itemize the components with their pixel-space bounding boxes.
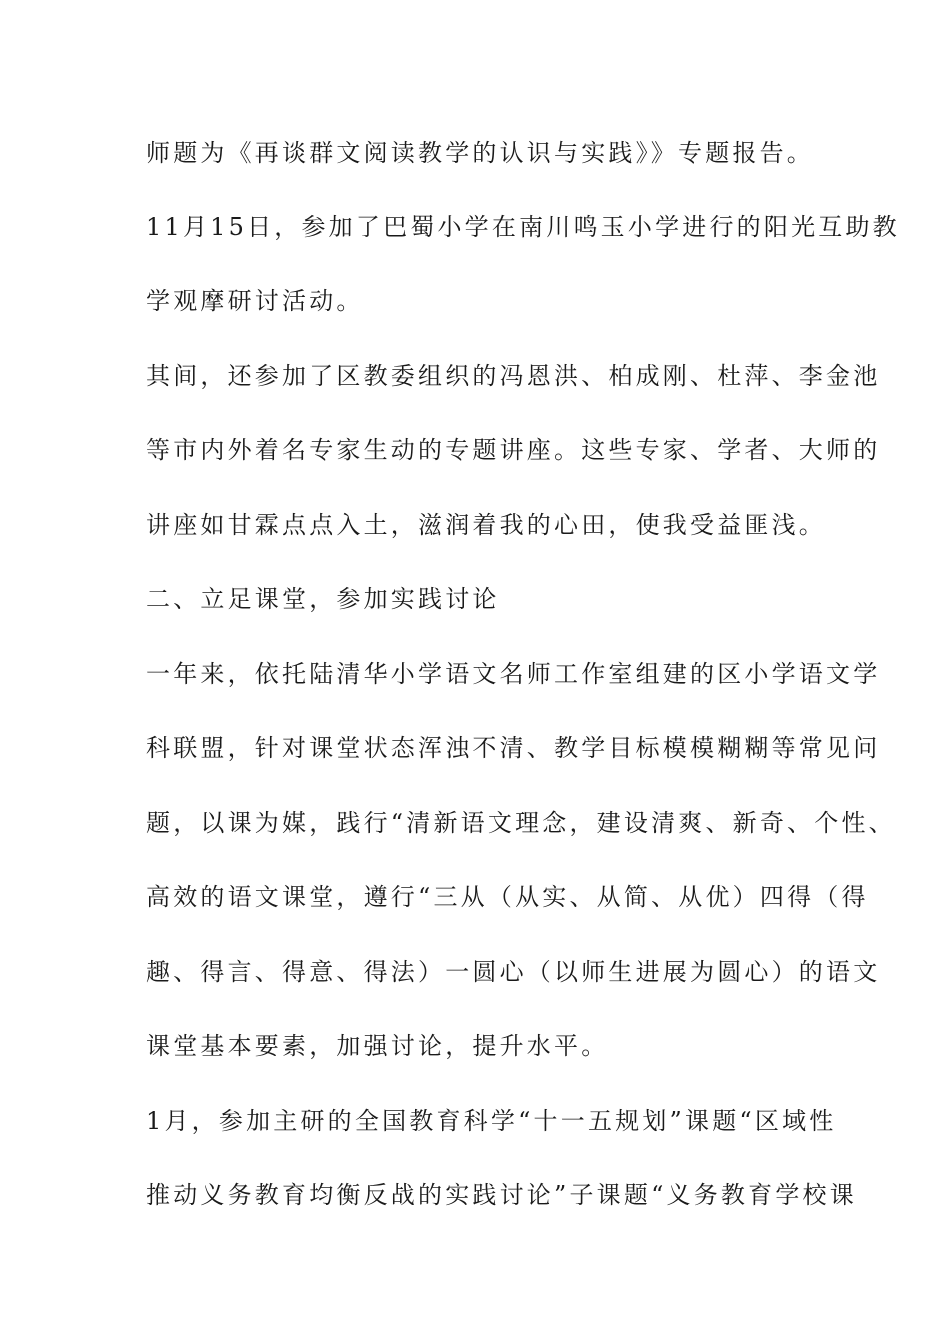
- text-line: 学观摩研讨活动。: [146, 287, 364, 315]
- text-line: 趣、得言、得意、得法）一圆心（以师生进展为圆心）的语文: [146, 958, 881, 986]
- text-line: 1月，参加主研的全国教育科学“十一五规划”课题“区域性: [146, 1107, 837, 1135]
- text-line: 推动义务教育均衡反战的实践讨论”子课题“义务教育学校课: [146, 1181, 857, 1209]
- text-line: 其间，还参加了区教委组织的冯恩洪、柏成刚、杜萍、李金池: [146, 362, 881, 390]
- text-line: 高效的语文课堂，遵行“三从（从实、从简、从优）四得（得: [146, 883, 869, 911]
- text-line: 师题为《再谈群文阅读教学的认识与实践》》专题报告。: [146, 139, 814, 167]
- section-heading: 二、立足课堂，参加实践讨论: [146, 585, 500, 613]
- text-line: 等市内外着名专家生动的专题讲座。这些专家、学者、大师的: [146, 436, 881, 464]
- text-line: 11月15日，参加了巴蜀小学在南川鸣玉小学进行的阳光互助教: [146, 213, 900, 241]
- text-line: 科联盟，针对课堂状态浑浊不清、教学目标模模糊糊等常见问: [146, 734, 881, 762]
- text-line: 课堂基本要素，加强讨论，提升水平。: [146, 1032, 609, 1060]
- text-line: 讲座如甘霖点点入土，滋润着我的心田，使我受益匪浅。: [146, 511, 826, 539]
- text-line: 一年来，依托陆清华小学语文名师工作室组建的区小学语文学: [146, 660, 881, 688]
- text-line: 题，以课为媒，践行“清新语文理念，建设清爽、新奇、个性、: [146, 809, 896, 837]
